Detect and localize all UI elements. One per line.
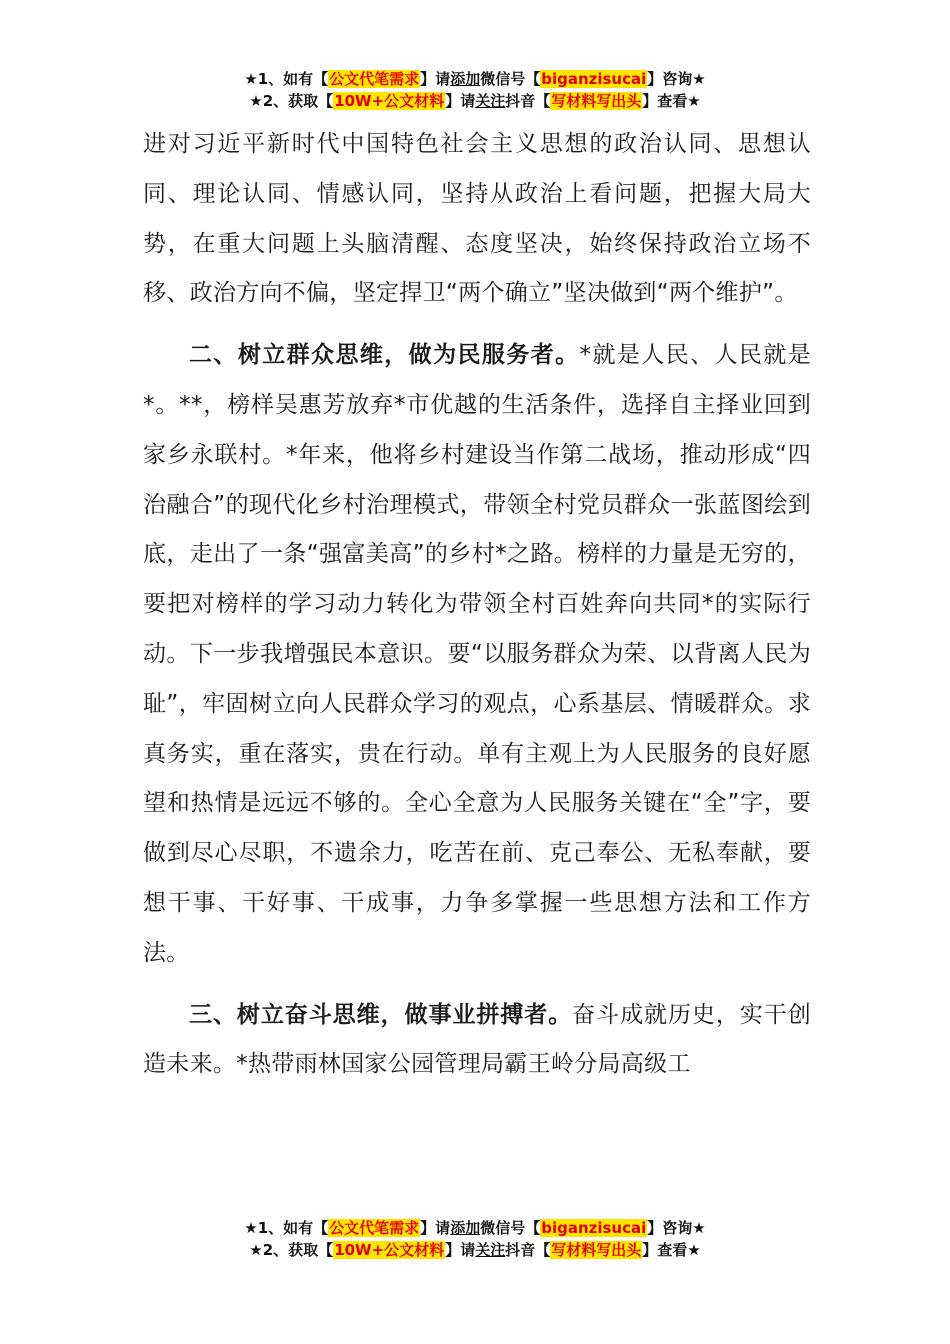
- banner-text: ★1、如有【: [244, 70, 329, 88]
- underlined-text: 添加: [450, 70, 481, 88]
- highlight-douyin-account: 写材料写出头: [551, 1241, 642, 1259]
- banner-text: 】咨询★: [647, 70, 706, 88]
- banner-line-2: [0, 1239, 950, 1261]
- highlight-service: 公文代笔需求: [329, 70, 420, 88]
- paragraph-text: 进对习近平新时代中国特色社会主义思想的政治认同、思想认同、理论认同、情感认同，坚持从政治上看问题，把握大局大势，在重大问题上头脑清醒、态度坚决，始终保持政治立场不移、政治方向不偏，坚定捍卫“两个确立”坚决做到“两个维护”。: [143, 131, 811, 307]
- header-banner: [0, 68, 950, 112]
- highlight-service: 公文代笔需求: [329, 1219, 420, 1237]
- banner-text: 】请: [420, 70, 451, 88]
- section-three-paragraph: [143, 991, 811, 1091]
- paragraph-continuation: [143, 120, 811, 319]
- banner-text: 】查看★: [642, 1241, 701, 1259]
- banner-text: ★2、获取【: [249, 1241, 334, 1259]
- banner-text: 】请: [420, 1219, 451, 1237]
- paragraph-text: *就是人民、人民就是*。**，榜样吴惠芳放弃*市优越的生活条件，选择自主择业回到家乡永联村。*年来，他将乡村建设当作第二战场，推动形成“四治融合”的现代化乡村治理模式，带领全村党员群众一张蓝图绘到底，走出了一条“强富美高”的乡村*之路。榜样的力量是无穷的，要把对榜样的学习动力转化为带领全村百姓奔向共同*的实际行动。下一步我增强民本意识。要“以服务群众为荣、以背离人民为耻”，牢固树立向人民群众学习的观点，心系基层、情暖群众。求真务实，重在落实，贵在行动。单有主观上为人民服务的良好愿望和热情是远远不够的。全心全意为人民服务关键在“全”字，要做到尽心尽职，不遗余力，吃苦在前、克己奉公、无私奉献，要想干事、干好事、干成事，力争多掌握一些思想方法和工作方法。: [143, 342, 811, 966]
- banner-line-2: [0, 90, 950, 112]
- banner-text: 抖音【: [505, 92, 551, 110]
- highlight-douyin-account: 写材料写出头: [551, 92, 642, 110]
- section-heading: 二、树立群众思维，做为民服务者。: [189, 342, 580, 369]
- underlined-text: 关注: [475, 1241, 506, 1259]
- banner-text: 】请: [445, 1241, 476, 1259]
- underlined-text: 关注: [475, 92, 506, 110]
- banner-text: ★2、获取【: [249, 92, 334, 110]
- document-body: [143, 120, 811, 1090]
- highlight-wechat-id: biganzisucai: [541, 70, 647, 88]
- banner-line-1: [0, 1217, 950, 1239]
- underlined-text: 添加: [450, 1219, 481, 1237]
- banner-text: 】查看★: [642, 92, 701, 110]
- highlight-materials: 10W+公文材料: [334, 92, 445, 110]
- highlight-wechat-id: biganzisucai: [541, 1219, 647, 1237]
- footer-banner: [0, 1217, 950, 1261]
- banner-text: ★1、如有【: [244, 1219, 329, 1237]
- paragraph-text: 奋斗成就历史，实干创造未来。*热带雨林国家公园管理局霸王岭分局高级工: [143, 1001, 811, 1078]
- section-heading: 三、树立奋斗思维，做事业拼搏者。: [189, 1001, 573, 1028]
- section-two-paragraph: [143, 331, 811, 978]
- highlight-materials: 10W+公文材料: [334, 1241, 445, 1259]
- banner-text: 】请: [445, 92, 476, 110]
- banner-text: 微信号【: [480, 1219, 541, 1237]
- banner-text: 微信号【: [480, 70, 541, 88]
- banner-text: 】咨询★: [647, 1219, 706, 1237]
- banner-line-1: [0, 68, 950, 90]
- banner-text: 抖音【: [505, 1241, 551, 1259]
